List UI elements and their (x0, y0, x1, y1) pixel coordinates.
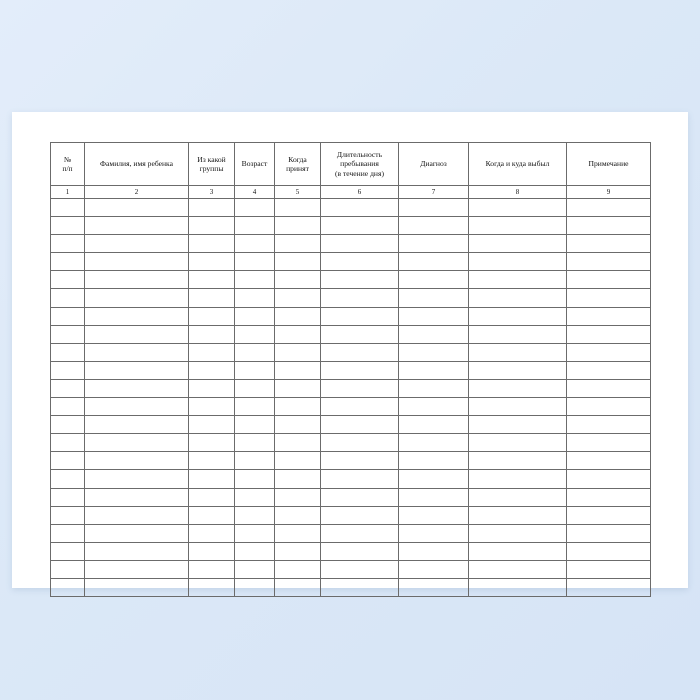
table-row (51, 416, 651, 434)
table-cell-empty[interactable] (469, 524, 567, 542)
table-cell-empty[interactable] (51, 398, 85, 416)
table-cell-empty[interactable] (85, 470, 189, 488)
table-cell-empty[interactable] (321, 325, 399, 343)
column-header-child-name (85, 143, 189, 186)
table-cell-empty[interactable] (235, 560, 275, 578)
table-cell-empty[interactable] (321, 416, 399, 434)
table-cell-empty[interactable] (51, 488, 85, 506)
table-cell-empty[interactable] (321, 289, 399, 307)
column-header-stay-duration (321, 143, 399, 186)
table-cell-empty[interactable] (51, 578, 85, 596)
table-cell-empty[interactable] (567, 506, 651, 524)
table-cell-empty[interactable] (51, 506, 85, 524)
column-number-cell-1: 1 (51, 186, 85, 199)
table-cell-empty[interactable] (235, 470, 275, 488)
table-row (51, 325, 651, 343)
table-cell-empty[interactable] (51, 379, 85, 397)
table-cell-empty[interactable] (469, 578, 567, 596)
table-cell-empty[interactable] (321, 578, 399, 596)
table-cell-empty[interactable] (275, 235, 321, 253)
table-cell-empty[interactable] (51, 452, 85, 470)
table-cell-empty[interactable] (51, 470, 85, 488)
table-cell-empty[interactable] (567, 235, 651, 253)
column-header-admitted-when-line-2: принят (286, 164, 309, 173)
column-number-cell-9: 9 (567, 186, 651, 199)
table-cell-empty[interactable] (189, 325, 235, 343)
table-cell-empty[interactable] (189, 560, 235, 578)
table-cell-empty[interactable] (85, 578, 189, 596)
table-row (51, 343, 651, 361)
table-cell-empty[interactable] (85, 488, 189, 506)
table-cell-empty[interactable] (235, 506, 275, 524)
table-cell-empty[interactable] (85, 343, 189, 361)
table-cell-empty[interactable] (275, 379, 321, 397)
table-cell-empty[interactable] (189, 379, 235, 397)
table-row (51, 271, 651, 289)
column-header-admitted-when (275, 143, 321, 186)
table-cell-empty[interactable] (235, 542, 275, 560)
table-cell-empty[interactable] (399, 578, 469, 596)
table-cell-empty[interactable] (469, 289, 567, 307)
column-number-cell-3: 3 (189, 186, 235, 199)
column-header-diagnosis (399, 143, 469, 186)
table-row (51, 217, 651, 235)
table-cell-empty[interactable] (189, 307, 235, 325)
table-cell-empty[interactable] (399, 398, 469, 416)
table-cell-empty[interactable] (275, 452, 321, 470)
table-row (51, 361, 651, 379)
column-number-cell-4: 4 (235, 186, 275, 199)
table-cell-empty[interactable] (235, 271, 275, 289)
table-cell-empty[interactable] (51, 361, 85, 379)
table-cell-empty[interactable] (235, 199, 275, 217)
table-row (51, 560, 651, 578)
table-cell-empty[interactable] (567, 542, 651, 560)
table-cell-empty[interactable] (189, 416, 235, 434)
table-cell-empty[interactable] (189, 289, 235, 307)
table-row (51, 506, 651, 524)
table-cell-empty[interactable] (321, 506, 399, 524)
table-cell-empty[interactable] (321, 361, 399, 379)
table-cell-empty[interactable] (567, 560, 651, 578)
table-cell-empty[interactable] (189, 470, 235, 488)
journal-table-container (50, 142, 650, 597)
table-cell-empty[interactable] (567, 217, 651, 235)
table-cell-empty[interactable] (399, 307, 469, 325)
column-header-departure (469, 143, 567, 186)
column-header-stay-duration-line-2: пребывания (340, 159, 379, 169)
table-cell-empty[interactable] (189, 488, 235, 506)
table-cell-empty[interactable] (235, 217, 275, 235)
table-row (51, 379, 651, 397)
table-cell-empty[interactable] (85, 379, 189, 397)
table-cell-empty[interactable] (235, 325, 275, 343)
table-cell-empty[interactable] (399, 199, 469, 217)
table-row (51, 253, 651, 271)
table-cell-empty[interactable] (275, 398, 321, 416)
table-cell-empty[interactable] (321, 488, 399, 506)
table-cell-empty[interactable] (399, 289, 469, 307)
table-cell-empty[interactable] (51, 416, 85, 434)
table-cell-empty[interactable] (469, 434, 567, 452)
table-cell-empty[interactable] (399, 470, 469, 488)
paper-sheet (12, 112, 688, 588)
table-cell-empty[interactable] (567, 416, 651, 434)
table-row (51, 434, 651, 452)
table-cell-empty[interactable] (275, 488, 321, 506)
table-cell-empty[interactable] (321, 542, 399, 560)
table-cell-empty[interactable] (235, 289, 275, 307)
table-cell-empty[interactable] (321, 271, 399, 289)
table-cell-empty[interactable] (567, 199, 651, 217)
table-cell-empty[interactable] (189, 271, 235, 289)
table-cell-empty[interactable] (51, 524, 85, 542)
table-cell-empty[interactable] (567, 361, 651, 379)
column-number-row (51, 186, 651, 199)
table-cell-empty[interactable] (235, 398, 275, 416)
table-cell-empty[interactable] (469, 307, 567, 325)
table-cell-empty[interactable] (85, 398, 189, 416)
table-cell-empty[interactable] (399, 325, 469, 343)
table-cell-empty[interactable] (275, 361, 321, 379)
table-cell-empty[interactable] (469, 506, 567, 524)
table-cell-empty[interactable] (399, 361, 469, 379)
table-cell-empty[interactable] (189, 506, 235, 524)
journal-table (50, 142, 651, 597)
table-cell-empty[interactable] (399, 542, 469, 560)
column-number-cell-7: 7 (399, 186, 469, 199)
column-header-from-group-line-2: группы (199, 164, 224, 173)
table-cell-empty[interactable] (469, 217, 567, 235)
table-cell-empty[interactable] (469, 560, 567, 578)
table-cell-empty[interactable] (399, 488, 469, 506)
table-cell-empty[interactable] (189, 343, 235, 361)
table-cell-empty[interactable] (189, 361, 235, 379)
table-cell-empty[interactable] (567, 452, 651, 470)
table-cell-empty[interactable] (85, 217, 189, 235)
table-cell-empty[interactable] (321, 452, 399, 470)
table-cell-empty[interactable] (399, 343, 469, 361)
table-cell-empty[interactable] (235, 452, 275, 470)
table-cell-empty[interactable] (567, 325, 651, 343)
table-cell-empty[interactable] (321, 470, 399, 488)
table-cell-empty[interactable] (275, 199, 321, 217)
column-number-cell-2: 2 (85, 186, 189, 199)
table-cell-empty[interactable] (567, 524, 651, 542)
table-cell-empty[interactable] (189, 578, 235, 596)
table-cell-empty[interactable] (321, 235, 399, 253)
table-cell-empty[interactable] (85, 524, 189, 542)
table-cell-empty[interactable] (469, 398, 567, 416)
table-cell-empty[interactable] (51, 434, 85, 452)
table-cell-empty[interactable] (189, 235, 235, 253)
table-cell-empty[interactable] (321, 307, 399, 325)
table-cell-empty[interactable] (321, 343, 399, 361)
table-cell-empty[interactable] (51, 217, 85, 235)
table-cell-empty[interactable] (85, 542, 189, 560)
table-cell-empty[interactable] (189, 542, 235, 560)
table-cell-empty[interactable] (469, 361, 567, 379)
table-row (51, 524, 651, 542)
column-number-cell-5: 5 (275, 186, 321, 199)
table-row (51, 307, 651, 325)
column-number-cell-6: 6 (321, 186, 399, 199)
table-cell-empty[interactable] (399, 217, 469, 235)
table-cell-empty[interactable] (235, 524, 275, 542)
table-cell-empty[interactable] (275, 506, 321, 524)
table-cell-empty[interactable] (321, 524, 399, 542)
table-cell-empty[interactable] (235, 235, 275, 253)
table-cell-empty[interactable] (321, 379, 399, 397)
table-cell-empty[interactable] (235, 434, 275, 452)
table-cell-empty[interactable] (469, 416, 567, 434)
table-cell-empty[interactable] (189, 398, 235, 416)
table-cell-empty[interactable] (275, 289, 321, 307)
table-cell-empty[interactable] (85, 325, 189, 343)
table-cell-empty[interactable] (85, 289, 189, 307)
table-cell-empty[interactable] (469, 253, 567, 271)
table-cell-empty[interactable] (275, 470, 321, 488)
table-cell-empty[interactable] (275, 560, 321, 578)
table-cell-empty[interactable] (275, 325, 321, 343)
table-row (51, 398, 651, 416)
table-cell-empty[interactable] (275, 271, 321, 289)
table-row (51, 452, 651, 470)
column-header-number (51, 143, 85, 186)
table-cell-empty[interactable] (567, 289, 651, 307)
table-cell-empty[interactable] (399, 560, 469, 578)
table-cell-empty[interactable] (321, 434, 399, 452)
table-cell-empty[interactable] (85, 560, 189, 578)
column-header-admitted-when-line-1: Когда (288, 154, 307, 164)
column-header-child-name-line-1: Фамилия, имя ребенка (100, 159, 173, 169)
table-cell-empty[interactable] (189, 524, 235, 542)
table-cell-empty[interactable] (189, 434, 235, 452)
table-cell-empty[interactable] (85, 416, 189, 434)
table-cell-empty[interactable] (321, 560, 399, 578)
column-header-notes (567, 143, 651, 186)
table-cell-empty[interactable] (235, 379, 275, 397)
table-cell-empty[interactable] (275, 217, 321, 235)
table-cell-empty[interactable] (85, 506, 189, 524)
table-row (51, 289, 651, 307)
column-header-number-line-2: п/п (62, 164, 73, 173)
table-cell-empty[interactable] (567, 398, 651, 416)
table-cell-empty[interactable] (399, 253, 469, 271)
table-cell-empty[interactable] (51, 307, 85, 325)
table-cell-empty[interactable] (567, 578, 651, 596)
table-cell-empty[interactable] (235, 361, 275, 379)
table-row (51, 235, 651, 253)
column-header-number-line-1: № (63, 154, 72, 164)
table-cell-empty[interactable] (321, 398, 399, 416)
table-cell-empty[interactable] (469, 271, 567, 289)
table-cell-empty[interactable] (51, 235, 85, 253)
table-cell-empty[interactable] (469, 452, 567, 470)
table-cell-empty[interactable] (275, 578, 321, 596)
table-cell-empty[interactable] (85, 434, 189, 452)
table-cell-empty[interactable] (235, 578, 275, 596)
table-cell-empty[interactable] (235, 416, 275, 434)
table-cell-empty[interactable] (275, 253, 321, 271)
table-cell-empty[interactable] (469, 343, 567, 361)
table-cell-empty[interactable] (85, 235, 189, 253)
table-cell-empty[interactable] (567, 434, 651, 452)
table-cell-empty[interactable] (567, 253, 651, 271)
table-cell-empty[interactable] (399, 434, 469, 452)
table-cell-empty[interactable] (567, 307, 651, 325)
table-cell-empty[interactable] (469, 325, 567, 343)
table-cell-empty[interactable] (399, 524, 469, 542)
column-header-age-line-1: Возраст (241, 159, 268, 169)
table-cell-empty[interactable] (235, 343, 275, 361)
table-cell-empty[interactable] (275, 434, 321, 452)
column-header-stay-duration-line-3: (в течение дня) (334, 168, 385, 178)
table-cell-empty[interactable] (567, 488, 651, 506)
table-cell-empty[interactable] (235, 253, 275, 271)
table-row (51, 542, 651, 560)
table-cell-empty[interactable] (85, 361, 189, 379)
table-cell-empty[interactable] (567, 470, 651, 488)
table-cell-empty[interactable] (567, 379, 651, 397)
header-row (51, 143, 651, 186)
table-cell-empty[interactable] (51, 289, 85, 307)
column-header-diagnosis-line-1: Диагноз (420, 159, 447, 169)
table-cell-empty[interactable] (189, 217, 235, 235)
column-header-stay-duration-line-1: Длительность (336, 150, 383, 160)
table-cell-empty[interactable] (567, 343, 651, 361)
table-cell-empty[interactable] (275, 307, 321, 325)
table-body (51, 199, 651, 597)
table-cell-empty[interactable] (51, 325, 85, 343)
table-cell-empty[interactable] (85, 253, 189, 271)
column-header-notes-line-1: Примечание (588, 159, 629, 169)
table-row (51, 488, 651, 506)
column-header-from-group-line-1: Из какой (197, 154, 226, 164)
table-row (51, 578, 651, 596)
table-cell-empty[interactable] (469, 199, 567, 217)
table-cell-empty[interactable] (51, 199, 85, 217)
table-cell-empty[interactable] (189, 253, 235, 271)
table-cell-empty[interactable] (399, 416, 469, 434)
table-cell-empty[interactable] (51, 271, 85, 289)
table-cell-empty[interactable] (469, 542, 567, 560)
table-cell-empty[interactable] (85, 271, 189, 289)
table-cell-empty[interactable] (399, 379, 469, 397)
column-number-cell-8: 8 (469, 186, 567, 199)
table-cell-empty[interactable] (275, 542, 321, 560)
table-cell-empty[interactable] (399, 506, 469, 524)
table-cell-empty[interactable] (85, 452, 189, 470)
table-cell-empty[interactable] (51, 343, 85, 361)
table-cell-empty[interactable] (51, 253, 85, 271)
table-row (51, 199, 651, 217)
column-header-age (235, 143, 275, 186)
table-cell-empty[interactable] (275, 524, 321, 542)
column-header-from-group (189, 143, 235, 186)
table-cell-empty[interactable] (469, 379, 567, 397)
table-cell-empty[interactable] (399, 452, 469, 470)
table-row (51, 470, 651, 488)
table-cell-empty[interactable] (51, 560, 85, 578)
table-cell-empty[interactable] (321, 217, 399, 235)
table-cell-empty[interactable] (399, 235, 469, 253)
table-cell-empty[interactable] (85, 199, 189, 217)
table-cell-empty[interactable] (189, 452, 235, 470)
table-header (51, 143, 651, 199)
table-cell-empty[interactable] (469, 488, 567, 506)
table-cell-empty[interactable] (321, 253, 399, 271)
column-header-departure-line-1: Когда и куда выбыл (485, 159, 550, 169)
table-cell-empty[interactable] (275, 343, 321, 361)
table-cell-empty[interactable] (469, 470, 567, 488)
table-cell-empty[interactable] (275, 416, 321, 434)
table-cell-empty[interactable] (189, 199, 235, 217)
table-cell-empty[interactable] (567, 271, 651, 289)
table-cell-empty[interactable] (51, 542, 85, 560)
table-cell-empty[interactable] (469, 235, 567, 253)
table-cell-empty[interactable] (235, 307, 275, 325)
table-cell-empty[interactable] (399, 271, 469, 289)
table-cell-empty[interactable] (85, 307, 189, 325)
table-cell-empty[interactable] (235, 488, 275, 506)
table-cell-empty[interactable] (321, 199, 399, 217)
